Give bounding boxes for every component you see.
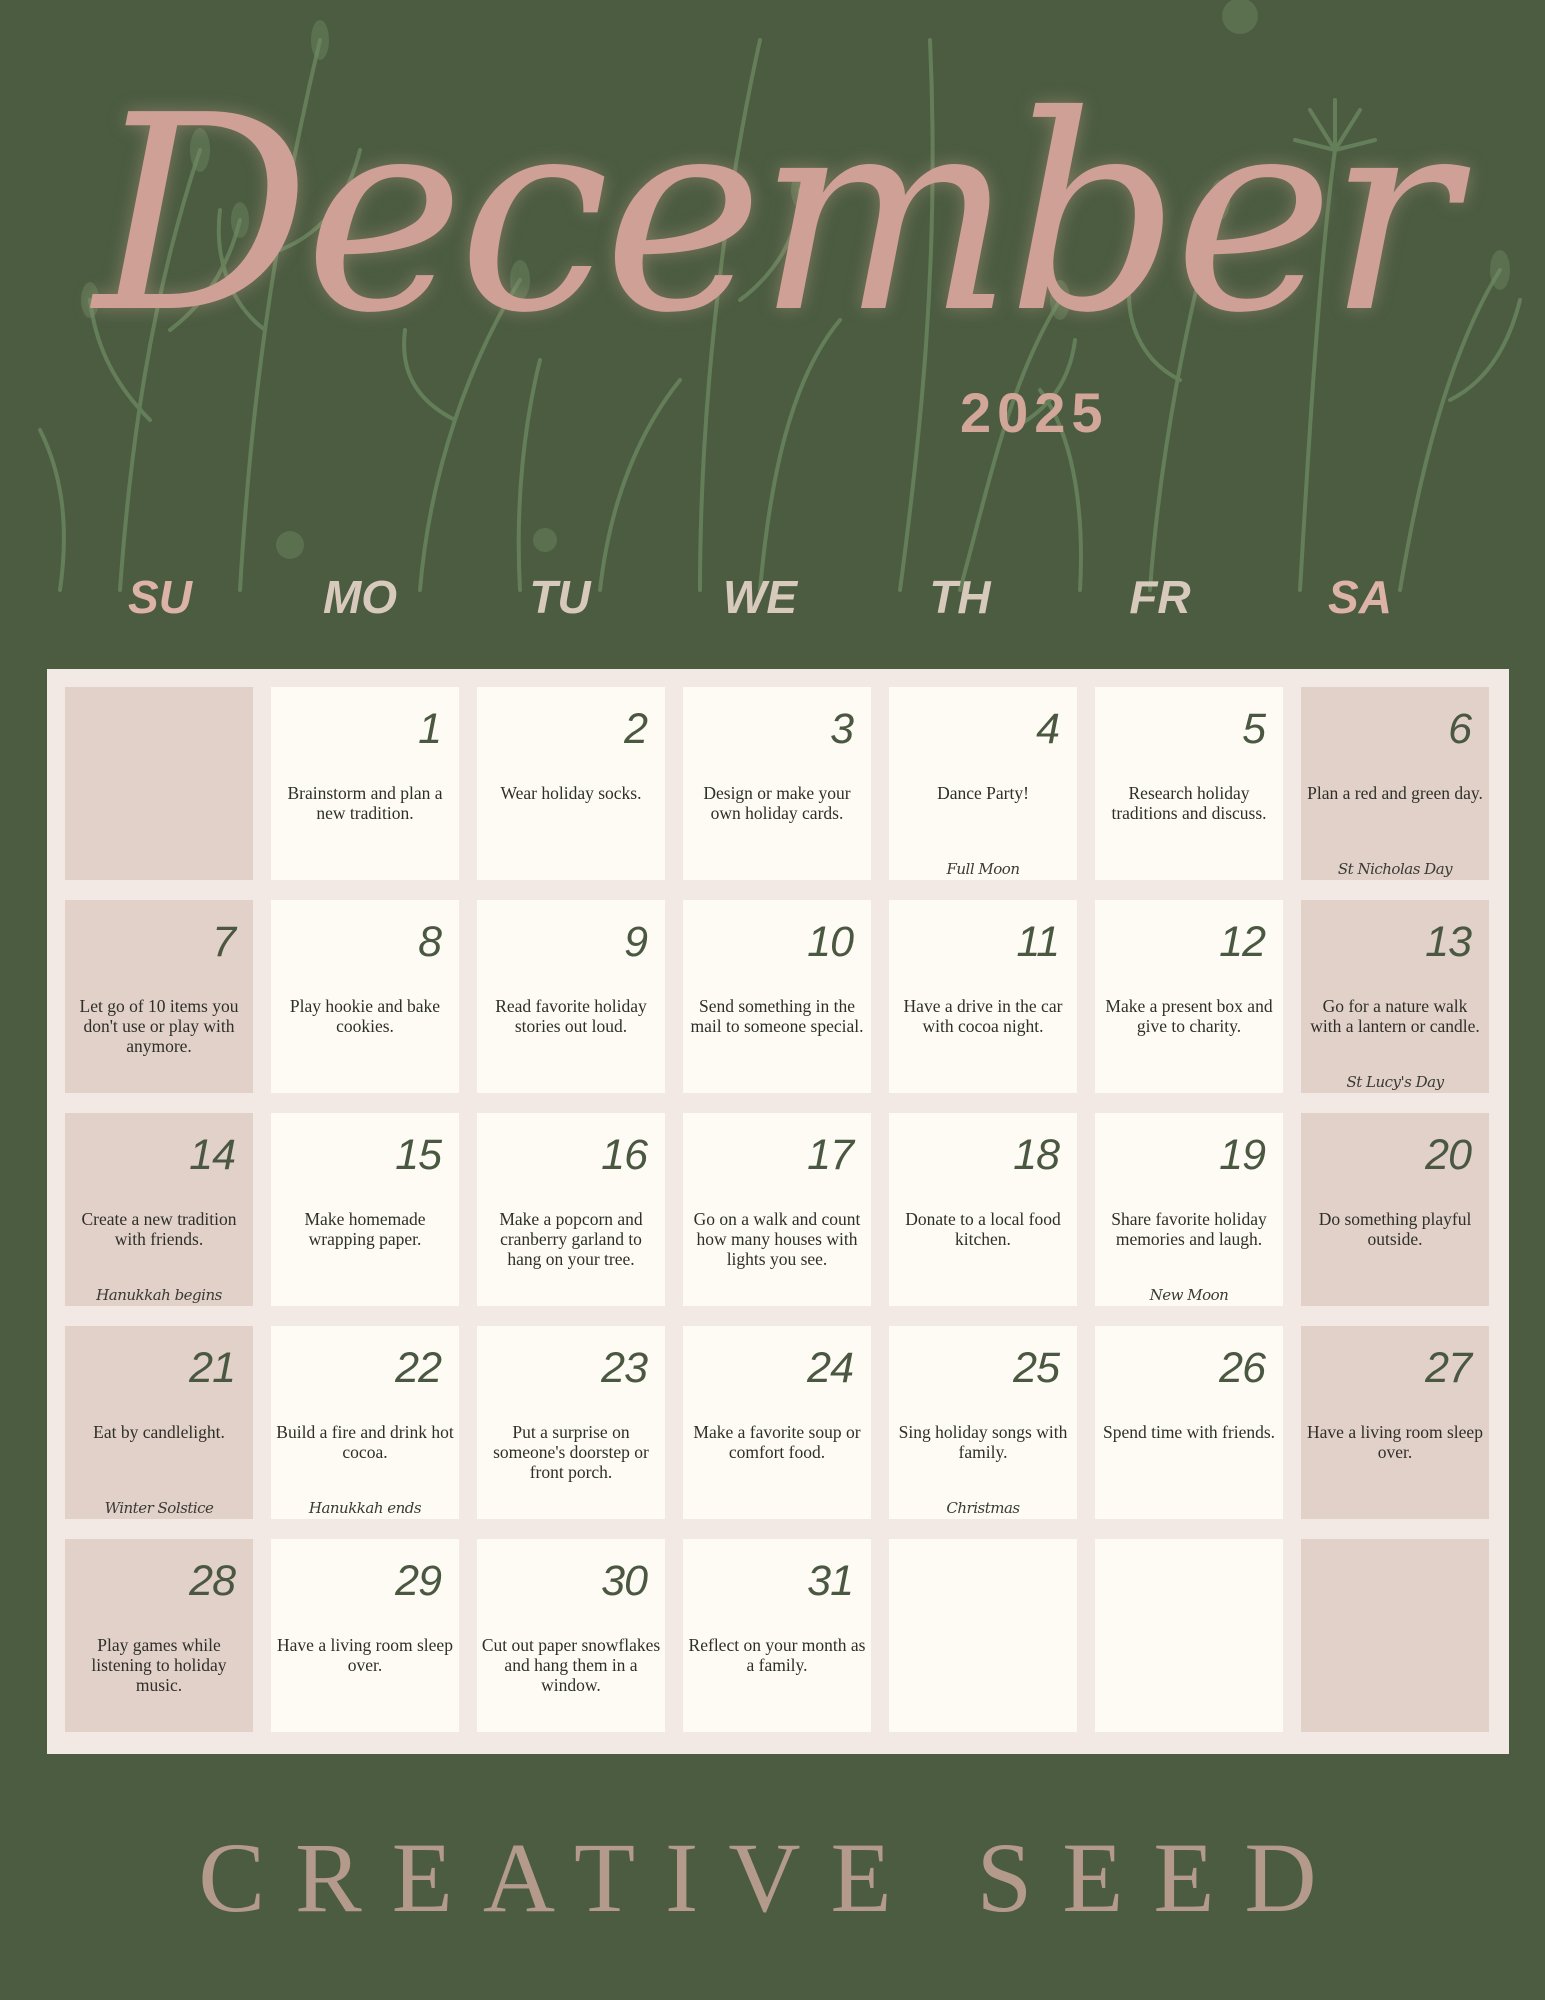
day-number: 9 [624,918,647,966]
weekday-header [65,570,1480,630]
day-cell [477,900,665,1093]
day-activity: Have a living room sleep over. [1307,1422,1483,1462]
day-activity: Make a popcorn and cranberry garland to hang on your tree. [499,1209,643,1269]
day-event: Hanukkah begins [96,1286,222,1304]
day-cell [1301,1326,1489,1519]
day-activity: Play games while listening to holiday music. [91,1635,227,1695]
day-cell [683,900,871,1093]
day-activity: Share favorite holiday memories and laugh. [1111,1209,1267,1249]
day-activity: Wear holiday socks. [500,783,642,803]
day-number: 3 [830,705,853,753]
day-activity: Do something playful outside. [1318,1209,1472,1249]
day-cell [683,687,871,880]
weekday-we: WE [722,571,798,623]
day-number: 30 [601,1557,647,1605]
day-number: 16 [601,1131,647,1179]
day-cell [683,1539,871,1732]
day-activity: Have a drive in the car with cocoa night. [903,996,1063,1036]
day-activity: Spend time with friends. [1102,1422,1276,1442]
day-number: 8 [418,918,441,966]
day-activity: Dance Party! [937,783,1029,803]
day-number: 7 [212,918,235,966]
day-number: 29 [395,1557,441,1605]
calendar-grid [47,669,1509,1754]
day-event: Christmas [946,1499,1020,1517]
day-activity: Research holiday traditions and discuss. [1111,783,1267,823]
day-cell [1095,687,1283,880]
day-activity: Eat by candlelight. [93,1422,225,1442]
month-title: December [94,57,1451,372]
day-number: 27 [1425,1344,1471,1392]
day-cell [65,1326,253,1519]
day-cell [1095,1113,1283,1306]
day-cell [65,1113,253,1306]
weekday-fr: FR [1129,571,1191,623]
day-number: 31 [807,1557,853,1605]
day-activity: Create a new tradition with friends. [81,1209,237,1249]
day-number: 4 [1036,705,1059,753]
day-event: St Nicholas Day [1337,860,1453,878]
day-cell [1301,1539,1489,1732]
day-number: 1 [418,705,441,753]
day-cell [1095,1326,1283,1519]
day-number: 25 [1013,1344,1059,1392]
day-number: 21 [189,1344,235,1392]
day-cell [65,900,253,1093]
day-activity: Make homemade wrapping paper. [304,1209,426,1249]
day-number: 23 [601,1344,647,1392]
day-number: 17 [807,1131,853,1179]
day-number: 12 [1219,918,1265,966]
day-number: 10 [807,918,853,966]
day-activity: Go on a walk and count how many houses with lights you see. [693,1209,861,1269]
weekday-th: TH [929,571,991,623]
day-activity: Brainstorm and plan a new tradition. [287,783,443,823]
day-cell [65,1539,253,1732]
day-cell [889,1113,1077,1306]
day-activity: Make a present box and give to charity. [1105,996,1273,1036]
weekday-tu: TU [529,571,591,623]
day-cell [477,687,665,880]
day-cell [1095,900,1283,1093]
day-cell [65,687,253,880]
day-number: 28 [189,1557,235,1605]
day-number: 11 [1016,918,1059,966]
day-activity: Plan a red and green day. [1307,783,1483,803]
day-cell [1095,1539,1283,1732]
day-number: 18 [1013,1131,1059,1179]
day-event: New Moon [1149,1286,1229,1304]
day-activity: Play hookie and bake cookies. [289,996,441,1036]
day-number: 19 [1219,1131,1265,1179]
day-activity: Make a favorite soup or comfort food. [693,1422,861,1462]
day-activity: Design or make your own holiday cards. [703,783,851,823]
day-number: 5 [1242,705,1265,753]
day-activity: Read favorite holiday stories out loud. [495,996,647,1036]
day-cell [271,687,459,880]
day-number: 20 [1425,1131,1471,1179]
day-event: Hanukkah ends [308,1499,422,1517]
day-cell [1301,1113,1489,1306]
day-cell [477,1326,665,1519]
day-number: 13 [1425,918,1471,966]
day-cell [683,1113,871,1306]
day-activity: Donate to a local food kitchen. [905,1209,1061,1249]
day-cell [271,1539,459,1732]
day-event: Full Moon [946,860,1020,878]
day-cell [1301,900,1489,1093]
day-cell [1301,687,1489,880]
day-cell [683,1326,871,1519]
day-cell [271,1326,459,1519]
day-cell [889,1326,1077,1519]
day-cell [271,900,459,1093]
day-activity: Send something in the mail to someone special. [690,996,864,1036]
weekday-sa: SA [1328,571,1392,623]
day-activity: Cut out paper snowflakes and hang them in a window. [481,1635,661,1695]
day-activity: Reflect on your month as a family. [688,1635,866,1675]
day-number: 22 [395,1344,441,1392]
year-label: 2025 [960,381,1109,444]
weekday-su: SU [128,571,192,623]
brand-logo-text: CREATIVE SEED [198,1822,1347,1933]
day-cell [889,1539,1077,1732]
day-cell [477,1539,665,1732]
day-event: St Lucy's Day [1346,1073,1444,1091]
day-cell [889,687,1077,880]
day-activity: Build a fire and drink hot cocoa. [276,1422,454,1462]
day-activity: Sing holiday songs with family. [898,1422,1068,1462]
weekday-mo: MO [322,571,398,623]
day-activity: Have a living room sleep over. [277,1635,453,1675]
day-number: 24 [807,1344,853,1392]
day-number: 14 [189,1131,235,1179]
day-activity: Put a surprise on someone's doorstep or front porch. [493,1422,649,1482]
day-cell [889,900,1077,1093]
day-number: 2 [624,705,647,753]
day-event: Winter Solstice [104,1499,214,1517]
day-activity: Go for a nature walk with a lantern or candle. [1310,996,1480,1036]
day-activity: Let go of 10 items you don't use or play with anymore. [79,996,239,1056]
day-cell [271,1113,459,1306]
day-cell [477,1113,665,1306]
day-number: 6 [1448,705,1471,753]
day-number: 15 [395,1131,441,1179]
day-number: 26 [1219,1344,1265,1392]
